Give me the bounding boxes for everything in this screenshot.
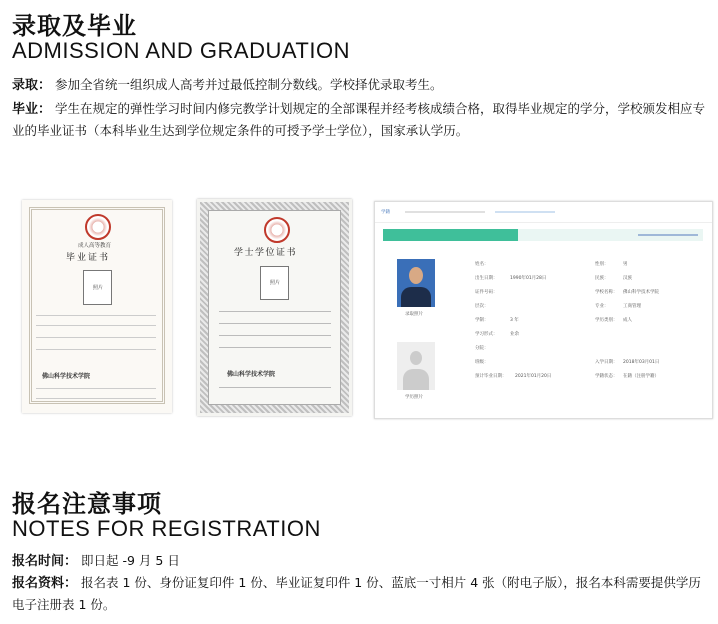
- photo2-label: 学历照片: [405, 395, 423, 400]
- duration-label: 学制：: [475, 318, 489, 323]
- type-label: 学习形式：: [475, 332, 498, 337]
- photo1-label: 录取照片: [405, 312, 423, 317]
- admission-title-en: ADMISSION AND GRADUATION: [12, 38, 350, 63]
- time-label: 报名时间：: [12, 554, 78, 569]
- form-value: 成人: [623, 318, 632, 323]
- birth-label: 出生日期：: [475, 276, 498, 281]
- cert1-school: 佛山科学技术学院: [42, 373, 91, 380]
- record-header-bar: [383, 229, 703, 241]
- cert1-top-line: 成人高等教育: [78, 243, 112, 249]
- cert1-photo-box: [83, 270, 112, 305]
- birth-value: 1990年01月28日: [510, 276, 547, 281]
- biye-text: 学生在规定的弹性学习时间内修完教学计划规定的全部课程并经考核成绩合格，取得毕业规定的学分，学校颁发相应专业的毕业证书（本科毕业生达到学位规定条件的可授予学士学位），国家承认学历。: [12, 101, 706, 138]
- admission-paragraph: [12, 74, 712, 96]
- degree-certificate-image: [197, 199, 352, 416]
- cert1-title: 毕业证书: [66, 253, 111, 263]
- enroll-label: 入学日期：: [595, 360, 618, 365]
- class-label: 班级：: [475, 360, 489, 365]
- registration-title-en: NOTES FOR REGISTRATION: [12, 516, 321, 541]
- degree-seal-icon: [264, 217, 290, 243]
- cert2-photo-box: [260, 266, 289, 300]
- registration-time: [12, 550, 712, 572]
- cert2-title: 学士学位证书: [234, 248, 298, 258]
- ethnic-value: 汉族: [623, 276, 632, 281]
- student-record-screenshot: [374, 201, 713, 419]
- ethnic-label: 民族：: [595, 276, 609, 281]
- status-label: 学籍状态：: [595, 374, 618, 379]
- enroll-value: 2018年03月01日: [623, 360, 660, 365]
- registration-docs: [12, 572, 712, 615]
- graduation-paragraph: [12, 98, 712, 141]
- level-label: 层次：: [475, 304, 489, 309]
- cert1-photo-label: 照片: [93, 285, 104, 291]
- registration-title-cn: 报名注意事项: [12, 490, 162, 518]
- duration-value: 3 年: [510, 318, 519, 323]
- grad-value: 2021年01月20日: [515, 374, 552, 379]
- student-photo-icon: [397, 259, 435, 307]
- form-label: 学历类别：: [595, 318, 618, 323]
- major-label: 专业：: [595, 304, 609, 309]
- placeholder-photo-icon: [397, 342, 435, 390]
- record-tab: 学籍: [381, 210, 390, 215]
- docs-label: 报名资料：: [12, 576, 78, 591]
- name-label: 姓名：: [475, 262, 489, 267]
- cert2-school: 佛山科学技术学院: [227, 371, 276, 378]
- school-label: 学校名称：: [595, 290, 618, 295]
- record-topbar: [375, 202, 712, 223]
- gender-value: 男: [623, 262, 628, 267]
- biye-label: 毕业：: [12, 102, 52, 117]
- grad-label: 预计毕业日期：: [475, 374, 507, 379]
- type-value: 业余: [510, 332, 519, 337]
- graduation-certificate-image: [22, 200, 172, 413]
- gender-label: 性别：: [595, 262, 609, 267]
- admission-title-cn: 录取及毕业: [12, 12, 137, 40]
- docs-text: 报名表 1 份、身份证复印件 1 份、毕业证复印件 1 份、蓝底一寸相片 4 张（附电子版），报名本科需要提供学历电子注册表 1 份。: [12, 575, 701, 612]
- time-text: 即日起 -9 月 5 日: [81, 553, 180, 568]
- status-value: 在籍（注册学籍）: [623, 374, 659, 379]
- school-value: 佛山科学技术学院: [623, 290, 659, 295]
- cert2-photo-label: 照片: [270, 280, 281, 286]
- school-seal-icon: [85, 214, 111, 240]
- luqu-label: 录取：: [12, 78, 52, 93]
- branch-label: 分院：: [475, 346, 489, 351]
- major-value: 工商管理: [623, 304, 641, 309]
- luqu-text: 参加全省统一组织成人高考并过最低控制分数线。学校择优录取考生。: [55, 77, 443, 92]
- id-label: 证件号码：: [475, 290, 498, 295]
